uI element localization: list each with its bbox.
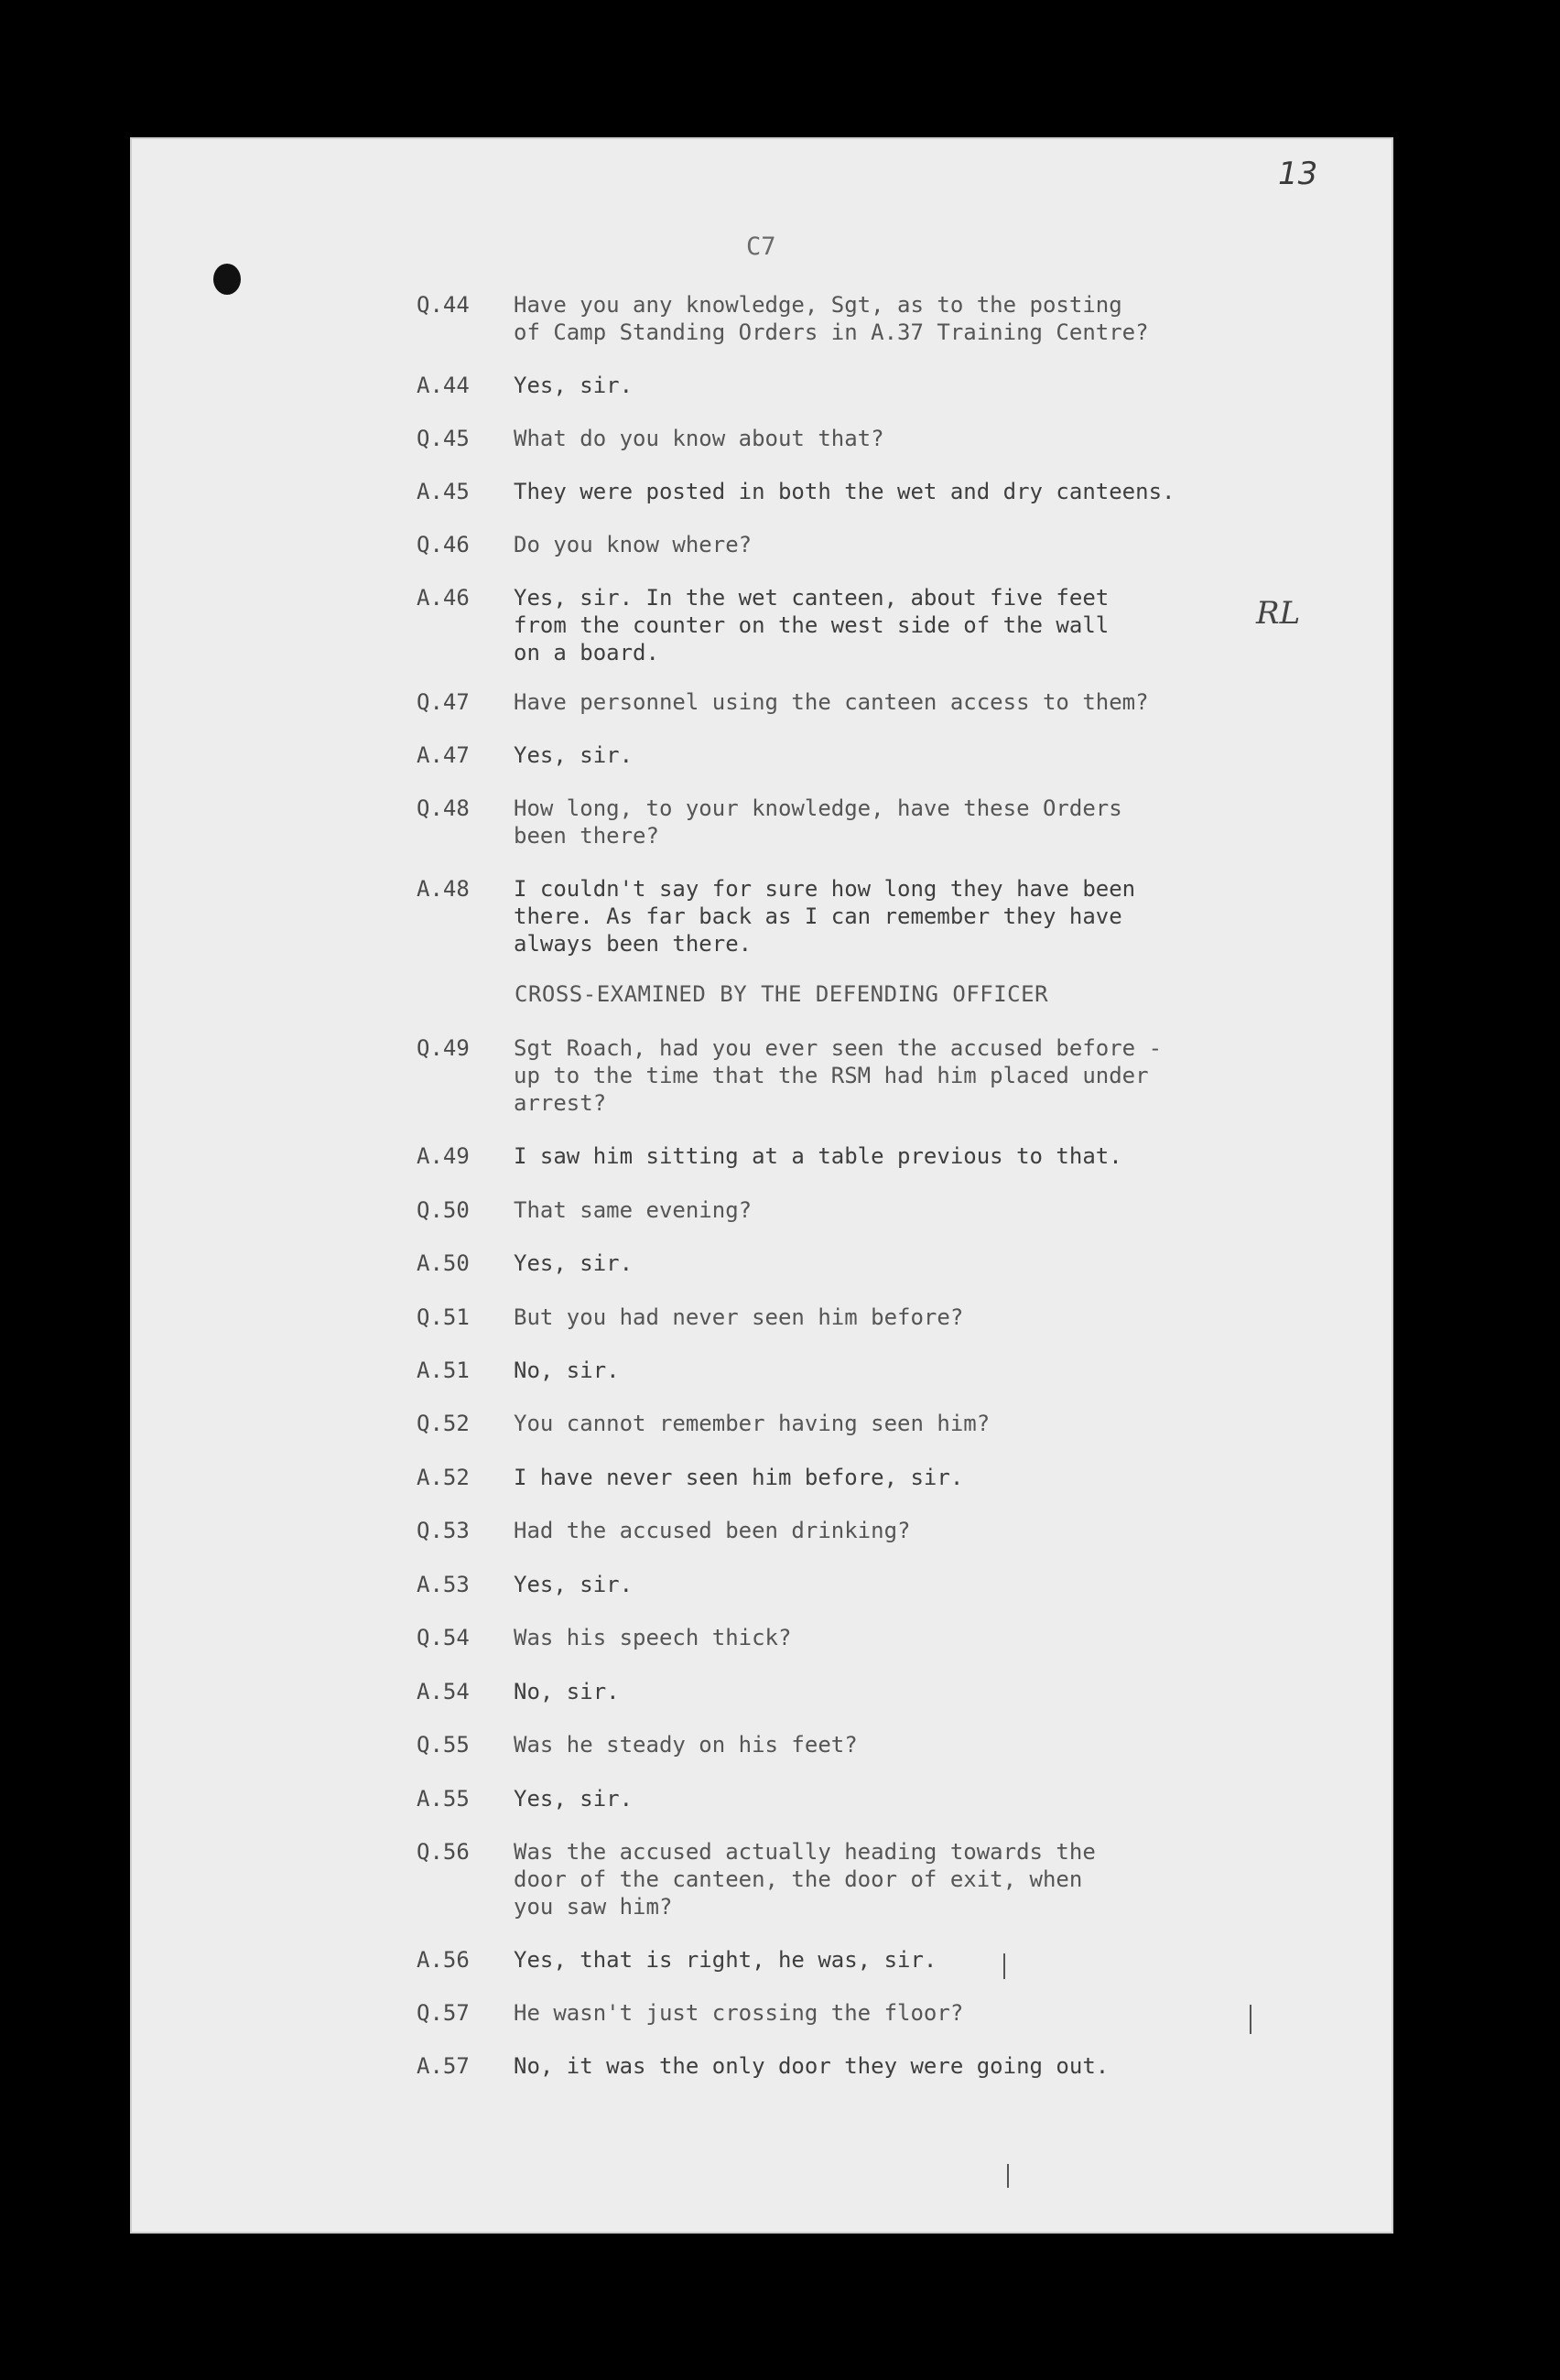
entry-label: A.56 — [417, 1947, 470, 1973]
entry-label: A.57 — [417, 2053, 470, 2079]
entry-text: What do you know about that? — [514, 426, 884, 451]
entry-label: A.55 — [417, 1786, 470, 1812]
entry-text: No, sir. — [514, 1679, 620, 1704]
entry-label: Q.53 — [417, 1518, 470, 1543]
entry-label: A.48 — [417, 876, 470, 902]
entry-label: A.53 — [417, 1572, 470, 1597]
entry-text: Have personnel using the canteen access to them? — [514, 689, 1149, 715]
entry-text: Yes, sir. — [514, 1572, 634, 1597]
entry-label: A.54 — [417, 1679, 470, 1704]
entry-text: Yes, sir. — [514, 1786, 634, 1812]
entry-label: Q.54 — [417, 1625, 470, 1650]
entry-text: I couldn't say for sure how long they have been there. As far back as I can remember they have always been there. — [514, 876, 1136, 957]
entry-text: No, it was the only door they were going out. — [514, 2053, 1110, 2079]
entry-text: But you had never seen him before? — [514, 1304, 964, 1330]
entry-label: A.45 — [417, 479, 470, 504]
folio-number: 13 — [1278, 156, 1318, 192]
entry-label: Q.44 — [417, 292, 470, 318]
entry-text: Have you any knowledge, Sgt, as to the posting of Camp Standing Orders in A.37 Training Centre? — [514, 292, 1149, 345]
entry-text: I saw him sitting at a table previous to that. — [514, 1143, 1122, 1169]
entry-text: Was he steady on his feet? — [514, 1732, 858, 1758]
entry-label: A.44 — [417, 373, 470, 398]
entry-label: Q.46 — [417, 532, 470, 557]
entry-label: Q.49 — [417, 1035, 470, 1061]
entry-text: Yes, sir. — [514, 742, 634, 768]
punch-hole — [213, 264, 241, 295]
entry-text: Yes, sir. — [514, 1250, 634, 1276]
entry-text: Do you know where? — [514, 532, 753, 557]
entry-label: A.47 — [417, 742, 470, 768]
entry-label: A.49 — [417, 1143, 470, 1169]
entry-text: Yes, sir. In the wet canteen, about five feet from the counter on the west side of the wall on a board. — [514, 585, 1110, 665]
entry-text: No, sir. — [514, 1358, 620, 1383]
entry-label: Q.55 — [417, 1732, 470, 1758]
entry-text: That same evening? — [514, 1197, 753, 1223]
pencil-tick-mark — [1003, 1953, 1005, 1979]
entry-label: A.50 — [417, 1250, 470, 1276]
entry-text: Was his speech thick? — [514, 1625, 792, 1650]
entry-text: Sgt Roach, had you ever seen the accused before - up to the time that the RSM had him placed under arrest? — [514, 1035, 1163, 1116]
entry-text: Yes, that is right, he was, sir. — [514, 1947, 937, 1973]
entry-label: A.51 — [417, 1358, 470, 1383]
pencil-tick-mark — [1250, 2005, 1251, 2034]
entry-text: He wasn't just crossing the floor? — [514, 2000, 964, 2026]
sheet-number: C7 — [746, 233, 776, 261]
entry-text: I have never seen him before, sir. — [514, 1465, 964, 1490]
section-heading: CROSS-EXAMINED BY THE DEFENDING OFFICER — [515, 981, 1049, 1007]
pencil-tick-mark — [1007, 2164, 1009, 2188]
entry-label: Q.56 — [417, 1839, 470, 1865]
entry-label: Q.45 — [417, 426, 470, 451]
entry-text: Yes, sir. — [514, 373, 634, 398]
entry-label: Q.51 — [417, 1304, 470, 1330]
entry-label: A.46 — [417, 585, 470, 611]
entry-label: Q.47 — [417, 689, 470, 715]
entry-label: A.52 — [417, 1465, 470, 1490]
entry-text: Was the accused actually heading towards the door of the canteen, the door of exit, when you saw him? — [514, 1839, 1096, 1920]
entry-text: Had the accused been drinking? — [514, 1518, 911, 1543]
entry-label: Q.52 — [417, 1411, 470, 1436]
entry-text: How long, to your knowledge, have these Orders been there? — [514, 795, 1122, 849]
entry-text: They were posted in both the wet and dry canteens. — [514, 479, 1175, 504]
handwritten-initials: RL — [1256, 595, 1301, 632]
entry-text: You cannot remember having seen him? — [514, 1411, 991, 1436]
entry-label: Q.57 — [417, 2000, 470, 2026]
entry-label: Q.48 — [417, 795, 470, 821]
entry-label: Q.50 — [417, 1197, 470, 1223]
